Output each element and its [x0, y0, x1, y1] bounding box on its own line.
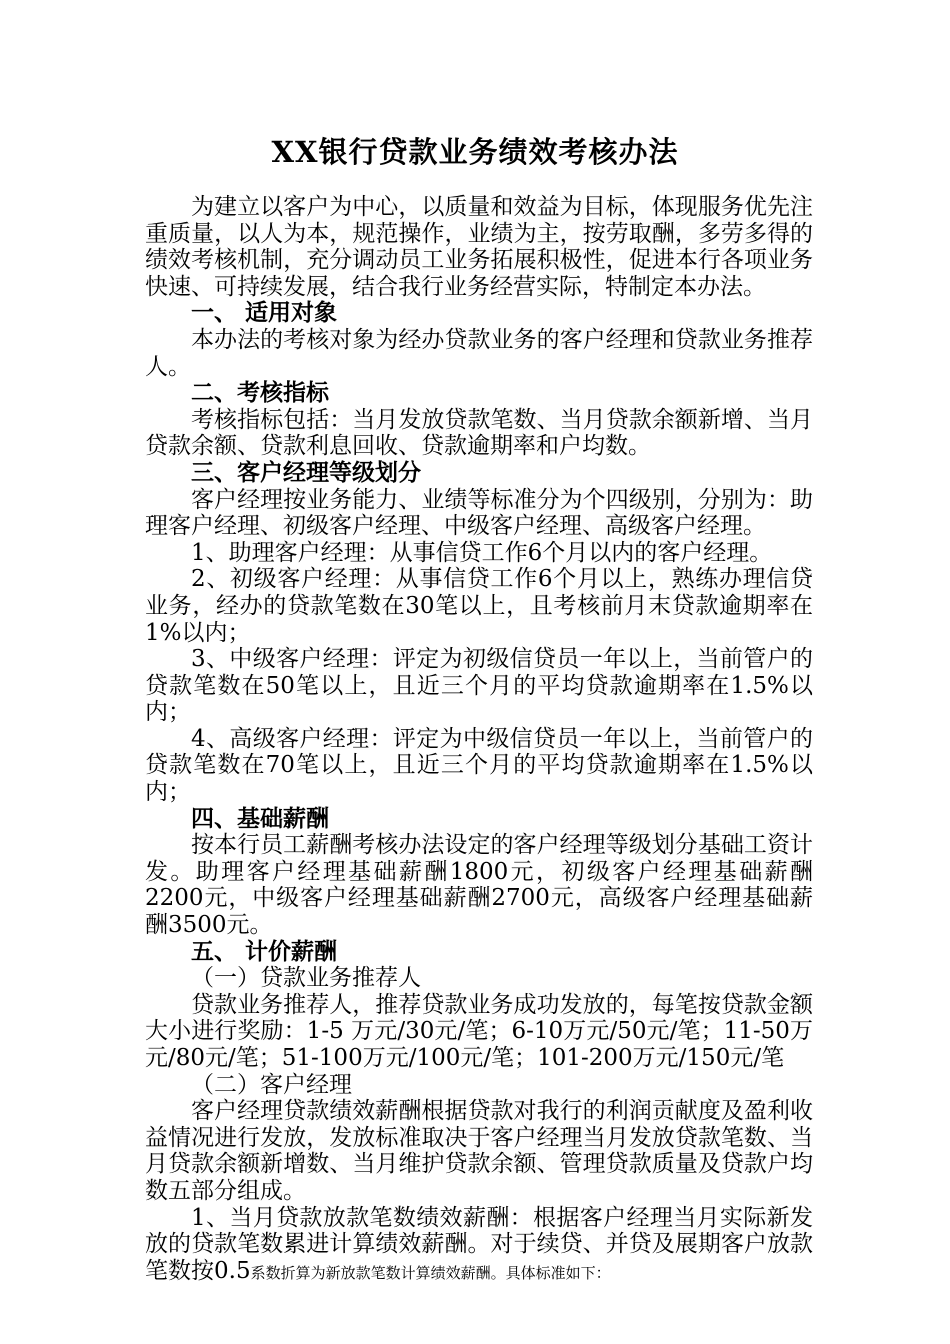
level-item-4: 4、高级客户经理：评定为中级信贷员一年以上，当前管户的贷款笔数在70笔以上，且近三个月的平均贷款逾期率在1.5%以内；: [145, 725, 813, 806]
section-4-paragraph: 按本行员工薪酬考核办法设定的客户经理等级划分基础工资计发。助理客户经理基础薪酬1800元，初级客户经理基础薪酬2200元，中级客户经理基础薪酬2700元，高级客户经理基础薪酬3500元。: [145, 832, 813, 939]
level-item-1: 1、助理客户经理：从事信贷工作6个月以内的客户经理。: [191, 539, 773, 566]
section-heading-1: 一、 适用对象: [191, 299, 338, 327]
document-title: XX银行贷款业务绩效考核办法: [271, 135, 679, 169]
section-heading-5: 五、 计价薪酬: [191, 937, 338, 965]
loan-count-paragraph: [145, 1205, 813, 1287]
subsection-recommender: （一）贷款业务推荐人: [191, 965, 421, 992]
section-3-paragraph: 客户经理按业务能力、业绩等标准分为个四级别，分别为：助理客户经理、初级客户经理、中级客户经理、高级客户经理。: [145, 486, 813, 540]
account-manager-paragraph: 客户经理贷款绩效薪酬根据贷款对我行的利润贡献度及盈利收益情况进行发放，发放标准取决于客户经理当月发放贷款笔数、当月贷款余额新增数、当月维护贷款余额、管理贷款质量及贷款户均数五部分组成。: [145, 1098, 813, 1204]
section-heading-4: 四、基础薪酬: [191, 804, 329, 832]
section-2-paragraph: 考核指标包括：当月发放贷款笔数、当月贷款余额新增、当月贷款余额、贷款利息回收、贷款逾期率和户均数。: [145, 406, 813, 460]
section-heading-2: 二、考核指标: [191, 379, 329, 407]
subsection-account-manager: （二）客户经理: [191, 1071, 352, 1098]
loan-count-text-tail: 系数折算为新放款笔数计算绩效薪酬。具体标准如下：: [250, 1263, 611, 1282]
intro-paragraph: 为建立以客户为中心，以质量和效益为目标，体现服务优先注重质量，以人为本，规范操作，业绩为主，按劳取酬，多劳多得的绩效考核机制，充分调动员工业务拓展积极性，促进本行各项业务快速、可持续发展，结合我行业务经营实际，特制定本办法。: [145, 194, 813, 300]
level-item-3: 3、中级客户经理：评定为初级信贷员一年以上，当前管户的贷款笔数在50笔以上，且近三个月的平均贷款逾期率在1.5%以内；: [145, 646, 813, 726]
document-body: [145, 194, 813, 1286]
recommender-paragraph: 贷款业务推荐人，推荐贷款业务成功发放的，每笔按贷款金额大小进行奖励：1-5 万元/30元/笔；6-10万元/50元/笔；11-50万元/80元/笔；51-100万元/100元/笔；101-200万元/150元/笔: [145, 991, 813, 1071]
loan-count-text: 1、当月贷款放款笔数绩效薪酬：根据客户经理当月实际新发放的贷款笔数累进计算绩效薪酬。对于续贷、并贷及展期客户放款笔数按0.5: [145, 1204, 813, 1284]
section-heading-3: 三、客户经理等级划分: [191, 458, 421, 486]
section-1-paragraph: 本办法的考核对象为经办贷款业务的客户经理和贷款业务推荐人。: [145, 326, 813, 380]
level-item-2: 2、初级客户经理：从事信贷工作6个月以上，熟练办理信贷业务，经办的贷款笔数在30笔以上，且考核前月末贷款逾期率在1%以内；: [145, 566, 813, 646]
